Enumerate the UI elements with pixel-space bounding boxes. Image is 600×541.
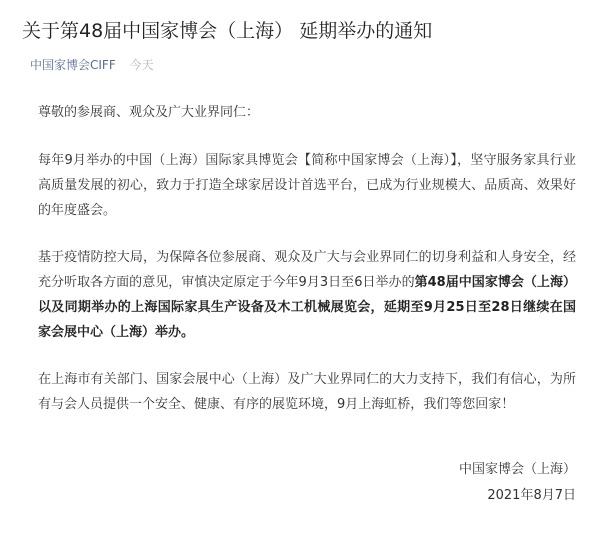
article-title: 关于第48届中国家博会（上海） 延期举办的通知 bbox=[22, 20, 433, 42]
paragraph-2-bold: 第48届中国家博会（上海）以及同期举办的上海国际家具生产设备及木工机械展览会，延期至9月25日至28日继续在国家会展中心（上海）举办。 bbox=[38, 275, 576, 340]
paragraph-1: 每年9月举办的中国（上海）国际家具博览会【简称中国家博会（上海）】，坚守服务家具行业高质量发展的初心，致力于打造全球家居设计首选平台，已成为行业规模大、品质高、效果好的年度盛会。 bbox=[38, 153, 576, 218]
signature-organization: 中国家博会（上海） bbox=[458, 462, 576, 477]
paragraph-2-intro: 基于疫情防控大局，为保障各位参展商、观众及广大与会业界同仁的切身利益和人身安全，经充分听取各方面的意见，审慎决定原定于今年9月3日至6日举办的 bbox=[38, 250, 576, 290]
signature-date: 2021年8月7日 bbox=[487, 488, 576, 503]
paragraph-2 bbox=[38, 245, 576, 345]
article-meta bbox=[30, 56, 154, 73]
greeting-paragraph: 尊敬的参展商、观众及广大业界同仁： bbox=[38, 105, 260, 120]
paragraph-3: 在上海市有关部门、国家会展中心（上海）及广大业界同仁的大力支持下，我们有信心，为所有与会人员提供一个安全、健康、有序的展览环境，9月上海虹桥，我们等您回家！ bbox=[38, 372, 576, 412]
publish-time: 今天 bbox=[129, 58, 154, 72]
account-name-link[interactable]: 中国家博会CIFF bbox=[30, 58, 116, 72]
